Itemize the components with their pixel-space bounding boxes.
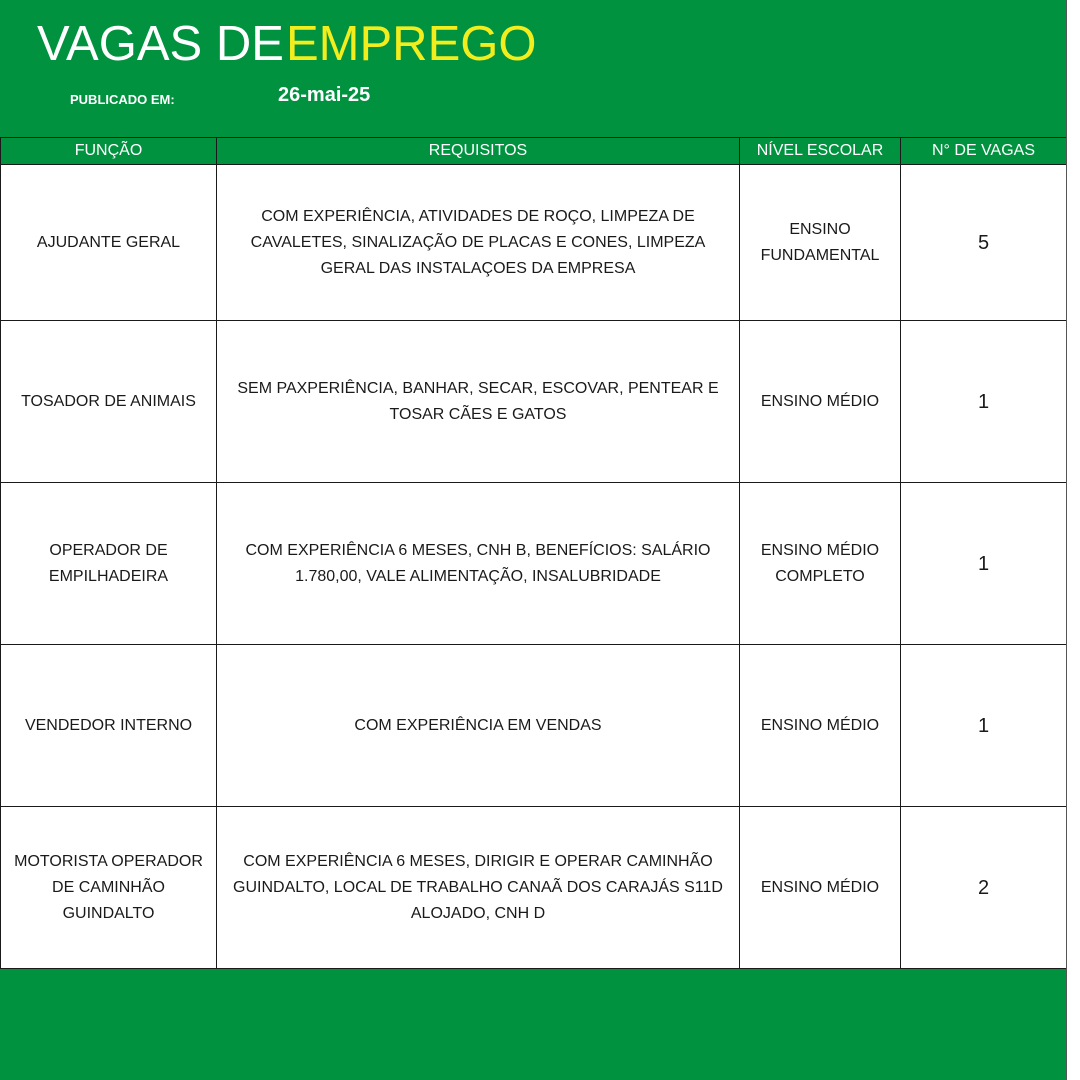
cell-requisitos: COM EXPERIÊNCIA EM VENDAS (217, 645, 740, 807)
cell-funcao: MOTORISTA OPERADOR DE CAMINHÃO GUINDALTO (1, 807, 217, 969)
cell-funcao: AJUDANTE GERAL (1, 165, 217, 321)
cell-funcao: TOSADOR DE ANIMAIS (1, 321, 217, 483)
cell-requisitos: SEM PAXPERIÊNCIA, BANHAR, SECAR, ESCOVAR, PENTEAR E TOSAR CÃES E GATOS (217, 321, 740, 483)
cell-vagas: 5 (901, 165, 1067, 321)
cell-nivel-escolar: ENSINO MÉDIO COMPLETO (740, 483, 901, 645)
table-row (1, 645, 1067, 807)
footer-banner (0, 969, 1066, 1080)
cell-vagas: 1 (901, 321, 1067, 483)
header-banner (0, 0, 1066, 137)
table-header-row (1, 138, 1067, 165)
cell-nivel-escolar: ENSINO MÉDIO (740, 321, 901, 483)
jobs-table (0, 137, 1067, 969)
published-label: PUBLICADO EM: (70, 92, 175, 107)
column-header-num-vagas: N° DE VAGAS (901, 138, 1067, 165)
title-emprego: EMPREGO (286, 17, 537, 71)
right-margin (1066, 0, 1080, 1080)
title-vagas-de: VAGAS DE (37, 17, 284, 71)
cell-vagas: 2 (901, 807, 1067, 969)
table-row (1, 165, 1067, 321)
cell-vagas: 1 (901, 645, 1067, 807)
cell-nivel-escolar: ENSINO FUNDAMENTAL (740, 165, 901, 321)
right-border-line (1066, 0, 1067, 1080)
column-header-nivel-escolar: NÍVEL ESCOLAR (740, 138, 901, 165)
table-row (1, 483, 1067, 645)
cell-funcao: VENDEDOR INTERNO (1, 645, 217, 807)
cell-nivel-escolar: ENSINO MÉDIO (740, 645, 901, 807)
cell-nivel-escolar: ENSINO MÉDIO (740, 807, 901, 969)
cell-vagas: 1 (901, 483, 1067, 645)
cell-requisitos: COM EXPERIÊNCIA 6 MESES, DIRIGIR E OPERAR CAMINHÃO GUINDALTO, LOCAL DE TRABALHO CANAÃ DOS CARAJÁS S11D ALOJADO, CNH D (217, 807, 740, 969)
cell-requisitos: COM EXPERIÊNCIA, ATIVIDADES DE ROÇO, LIMPEZA DE CAVALETES, SINALIZAÇÃO DE PLACAS E CONES, LIMPEZA GERAL DAS INSTALAÇOES DA EMPRESA (217, 165, 740, 321)
cell-funcao: OPERADOR DE EMPILHADEIRA (1, 483, 217, 645)
jobs-table-wrapper (0, 137, 1066, 969)
cell-requisitos: COM EXPERIÊNCIA 6 MESES, CNH B, BENEFÍCIOS: SALÁRIO 1.780,00, VALE ALIMENTAÇÃO, INSALUBRIDADE (217, 483, 740, 645)
published-date: 26-mai-25 (278, 84, 371, 106)
column-header-funcao: FUNÇÃO (1, 138, 217, 165)
column-header-requisitos: REQUISITOS (217, 138, 740, 165)
table-row (1, 321, 1067, 483)
table-row (1, 807, 1067, 969)
